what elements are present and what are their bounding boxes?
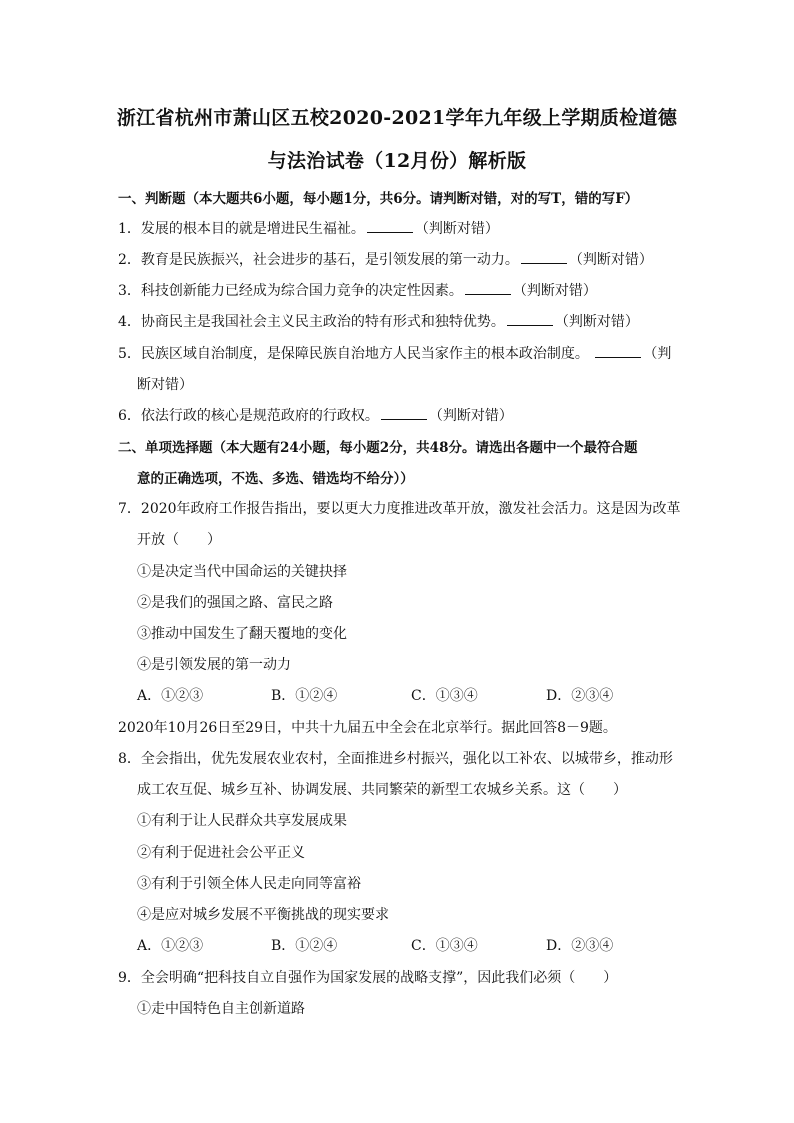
judge-item-3: 3．科技创新能力已经成为综合国力竞争的决定性因素。 （判断对错） [118, 283, 597, 299]
question-8-stem-cont: 成工农互促、城乡互补、协调发展、共同繁荣的新型工农城乡关系。这（ ） [137, 782, 627, 798]
question-7-option-b: B．①②④ [271, 688, 338, 704]
judge-item-5-cont: 断对错） [137, 377, 193, 393]
context-paragraph: 2020年10月26日至29日，中共十九届五中全会在北京举行。据此回答8－9题。 [118, 720, 617, 736]
answer-blank [595, 345, 641, 358]
question-7-statement-2: ②是我们的强国之路、富民之路 [137, 595, 333, 611]
judge-item-2: 2．教育是民族振兴，社会进步的基石，是引领发展的第一动力。 （判断对错） [118, 252, 653, 268]
question-8-option-b: B．①②④ [271, 938, 338, 954]
judge-item-4: 4．协商民主是我国社会主义民主政治的特有形式和独特优势。 （判断对错） [118, 314, 639, 330]
question-9-stem: 9．全会明确“把科技自立自强作为国家发展的战略支撑”，因此我们必须（ ） [118, 970, 618, 986]
question-8-option-d: D．②③④ [546, 938, 614, 954]
section-2-header-line-2: 意的正确选项，不选、多选、错选均不给分）） [137, 471, 414, 487]
answer-blank [381, 407, 427, 420]
question-7-statement-3: ③推动中国发生了翻天覆地的变化 [137, 626, 347, 642]
answer-blank [521, 251, 567, 264]
question-8-option-a: A．①②③ [137, 938, 204, 954]
judge-item-1: 1．发展的根本目的就是增进民生福祉。 （判断对错） [118, 221, 499, 237]
question-8-statement-4: ④是应对城乡发展不平衡挑战的现实要求 [137, 907, 389, 923]
question-7-stem-cont: 开放（ ） [137, 532, 221, 548]
question-8-statement-1: ①有利于让人民群众共享发展成果 [137, 813, 347, 829]
question-8-statement-2: ②有利于促进社会公平正义 [137, 845, 305, 861]
question-7-stem: 7．2020年政府工作报告指出，要以更大力度推进改革开放，激发社会活力。这是因为改革 [118, 501, 681, 517]
document-title-line-2: 与法治试卷（12月份）解析版 [267, 150, 527, 172]
question-7-option-c: C．①③④ [411, 688, 478, 704]
answer-blank [465, 282, 511, 295]
question-8-option-c: C．①③④ [411, 938, 478, 954]
section-1-header: 一、判断题（本大题共6小题，每小题1分，共6分。请判断对错，对的写T，错的写F） [118, 191, 639, 207]
answer-blank [507, 313, 553, 326]
question-7-statement-1: ①是决定当代中国命运的关键抉择 [137, 564, 347, 580]
judge-item-5: 5．民族区域自治制度，是保障民族自治地方人民当家作主的根本政治制度。 （判 [118, 346, 672, 362]
judge-item-6: 6．依法行政的核心是规范政府的行政权。 （判断对错） [118, 408, 513, 424]
question-7-statement-4: ④是引领发展的第一动力 [137, 657, 291, 673]
section-2-header-line-1: 二、单项选择题（本大题有24小题，每小题2分，共48分。请选出各题中一个最符合题 [118, 440, 638, 456]
question-8-stem: 8．全会指出，优先发展农业农村，全面推进乡村振兴，强化以工补农、以城带乡，推动形 [118, 751, 673, 767]
document-title-line-1: 浙江省杭州市萧山区五校2020-2021学年九年级上学期质检道德 [116, 107, 678, 129]
question-7-option-d: D．②③④ [546, 688, 614, 704]
answer-blank [367, 220, 413, 233]
question-8-statement-3: ③有利于引领全体人民走向同等富裕 [137, 876, 361, 892]
question-7-option-a: A．①②③ [137, 688, 204, 704]
question-9-statement-1: ①走中国特色自主创新道路 [137, 1001, 305, 1017]
